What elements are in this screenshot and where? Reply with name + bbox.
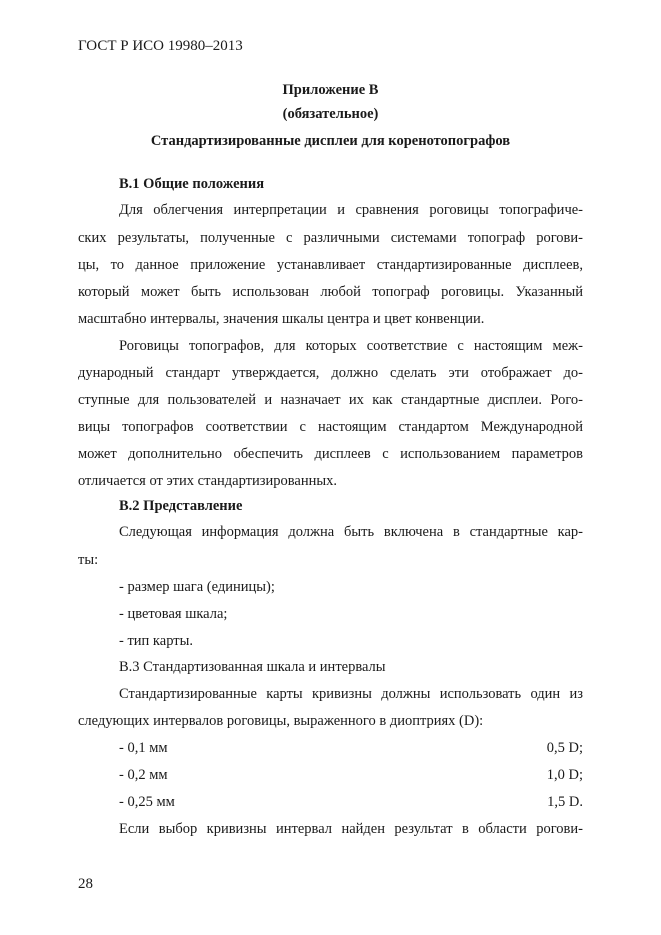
- section-2-line: Следующая информация должна быть включена в стандартные кар-: [119, 524, 583, 540]
- section-1-line: Роговицы топографов, для которых соответствие с настоящим меж-: [119, 338, 583, 354]
- list-item: - тип карты.: [119, 633, 193, 649]
- section-1-line: масштабно интервалы, значения шкалы центра и цвет конвенции.: [78, 311, 485, 327]
- section-1-line: ских результаты, полученные с различными системами топограф рогови-: [78, 230, 583, 246]
- section-2-heading: В.2 Представление: [119, 498, 243, 514]
- appendix-subtitle: Стандартизированные дисплеи для коренотопографов: [150, 133, 511, 149]
- section-1-line: может дополнительно обеспечить дисплеев с использованием параметров: [78, 446, 583, 462]
- section-2-line: ты:: [78, 552, 99, 568]
- interval-label: - 0,25 мм: [119, 794, 175, 810]
- section-1-line: цы, то данное приложение устанавливает стандартизированные дисплеев,: [78, 257, 583, 273]
- section-3-heading: В.3 Стандартизованная шкала и интервалы: [119, 659, 386, 675]
- section-3-line: Стандартизированные карты кривизны должны использовать один из: [119, 686, 583, 702]
- appendix-status: (обязательное): [282, 106, 379, 122]
- appendix-title: Приложение В: [282, 82, 379, 98]
- list-item: - цветовая шкала;: [119, 606, 228, 622]
- interval-label: - 0,1 мм: [119, 740, 168, 756]
- section-1-line: который может быть использован любой топограф роговицы. Указанный: [78, 284, 583, 300]
- section-1-line: дународный стандарт утверждается, должно сделать эти отображает до-: [78, 365, 583, 381]
- section-3-line: следующих интервалов роговицы, выраженного в диоптриях (D):: [78, 713, 484, 729]
- interval-value: 1,5 D.: [547, 794, 583, 810]
- page-number: 28: [78, 876, 93, 892]
- interval-value: 1,0 D;: [546, 767, 583, 783]
- section-1-line: Для облегчения интерпретации и сравнения роговицы топографиче-: [119, 202, 583, 218]
- section-1-line: отличается от этих стандартизированных.: [78, 473, 337, 489]
- interval-value: 0,5 D;: [546, 740, 583, 756]
- interval-label: - 0,2 мм: [119, 767, 168, 783]
- list-item: - размер шага (единицы);: [119, 579, 275, 595]
- section-3-line: Если выбор кривизны интервал найден результат в области рогови-: [119, 821, 583, 837]
- section-1-line: вицы топографов соответствии с настоящим стандартом Международной: [78, 419, 583, 435]
- section-1-heading: В.1 Общие положения: [119, 176, 265, 192]
- section-1-line: ступные для пользователей и назначает их как стандартные дисплеи. Рого-: [78, 392, 583, 408]
- standard-code: ГОСТ Р ИСО 19980–2013: [78, 38, 243, 54]
